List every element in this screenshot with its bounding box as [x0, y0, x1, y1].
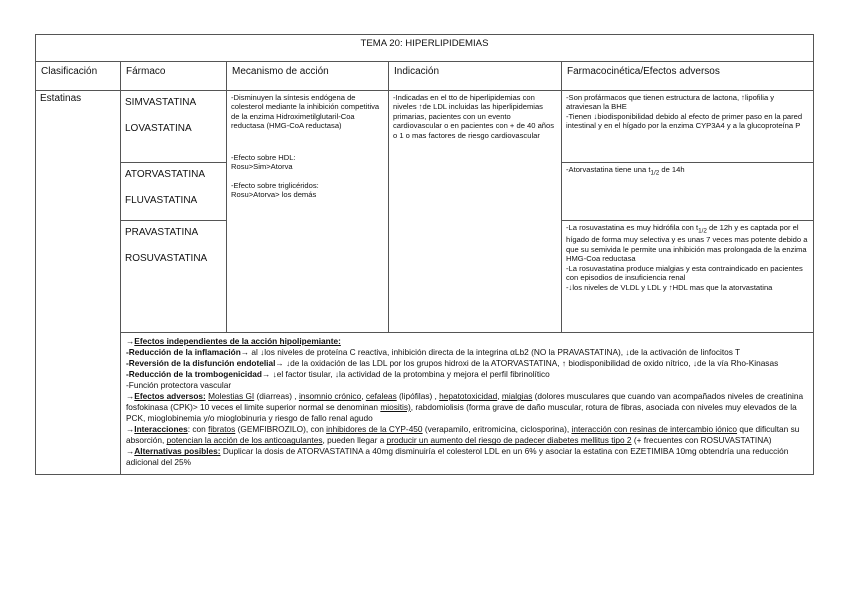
document-page	[35, 34, 813, 556]
table-title: TEMA 20: HIPERLIPIDEMIAS	[36, 35, 814, 62]
note-endotelial: -Reversión de la disfunción endotelial→ ↓de la oxidación de las LDL por los grupos hidroxi de la ATORVASTATINA, ↑ biodisponibilidad de oxido nítrico, ↓de la vía Rho-Kinasas	[126, 358, 779, 369]
mecanismo-hdl-order: Rosu>Sim>Atorva	[231, 162, 293, 172]
cell-mecanismo	[227, 91, 389, 333]
cell-drugs-row2	[121, 163, 227, 221]
farmaco-text: -La rosuvastatina produce mialgias y esta contraindicado en pacientes con episodios de insuficiencia renal	[566, 263, 803, 283]
drug-name: FLUVASTATINA	[125, 195, 198, 207]
header-farmacocinetica: Farmacocinética/Efectos adversos	[562, 62, 814, 91]
header-farmaco: Fármaco	[121, 62, 227, 91]
cell-drugs-row3	[121, 221, 227, 333]
cell-farmaco-row3	[562, 221, 814, 333]
note-trombogenicidad: -Reducción de la trombogenicidad→ ↓el factor tisular, ↓la actividad de la protombina y mejora el perfil fibrinolítico	[126, 369, 550, 380]
cell-indicacion: -Indicadas en el tto de hiperlipidemias con niveles ↑de LDL incluidas las hiperlipidemias primarias, pacientes con un evento cardiovascular o en pacientes con + de 40 años o 1 o mas factores de riesgo cardiovascular	[389, 91, 562, 333]
drug-name: LOVASTATINA	[125, 123, 192, 135]
drug-name: ATORVASTATINA	[125, 169, 206, 180]
drug-name: PRAVASTATINA	[125, 227, 199, 238]
note-interacciones: →Interacciones: con fibratos (GEMFIBROZILO), con inhibidores de la CYP-450 (verapamilo, eritromicina, ciclosporina), interacción con resinas de intercambio iónico que dificultan su absorción, potencian la acción de los anticoagulantes, pueden llegar a producir un aumento del riesgo de padecer diabetes mellitus tipo 2 (+ frecuentes con ROSUVASTATINA)	[126, 424, 800, 446]
mecanismo-tg: -Efecto sobre triglicéridos:	[231, 180, 319, 190]
cell-farmaco-row1: -Son profármacos que tienen estructura de lactona, ↑lipofilia y atraviesan la BHE -Tienen ↓biodisponibilidad debido al efecto de primer paso en la pared intestinal y en el hígado por la enzima CYP3A4 y a la glucoproteína P	[562, 91, 814, 163]
header-clasificacion: Clasificación	[36, 62, 121, 91]
mecanismo-text: -Disminuyen la síntesis endógena de colesterol mediante la inhibición competitiva de la enzima Hidroximetilglutaril-Coa reductasa (HMG-CoA reductasa)	[231, 93, 380, 131]
note-vascular: -Función protectora vascular	[126, 380, 232, 391]
cell-notes	[121, 333, 814, 475]
mecanismo-tg-order: Rosu>Atorva> los demás	[231, 190, 317, 200]
cell-farmaco-row2: -Atorvastatina tiene una $t_{1/2}$ de 14h	[562, 163, 814, 221]
note-efectos-independientes: →Efectos independientes de la acción hipolipemiante:	[126, 336, 341, 346]
note-inflamacion: -Reducción de la inflamación→ al ↓los niveles de proteína C reactiva, inhibición directa de la integrina αLb2 (NO la PRAVASTATINA), ↓de la activación de linfocitos T	[126, 347, 741, 358]
header-indicacion: Indicación	[389, 62, 562, 91]
mecanismo-hdl: -Efecto sobre HDL:	[231, 152, 296, 162]
cell-drugs-row1	[121, 91, 227, 163]
note-alternativas: →Alternativas posibles: Duplicar la dosis de ATORVASTATINA a 40mg disminuiría el colesterol LDL en un 6% y asociar la estatina con EZETIMIBA 10mg obtendría una reducción adicional del 25%	[126, 446, 789, 468]
farmaco-text: -↓los niveles de VLDL y LDL y ↑HDL mas que la atorvastatina	[566, 282, 773, 292]
cell-clasificacion: Estatinas	[36, 91, 121, 475]
drug-name: ROSUVASTATINA	[125, 253, 208, 265]
hiperlipidemias-table	[35, 34, 814, 475]
note-efectos-adversos: →Efectos adversos: Molestias GI (diarreas) , insomnio crónico, cefaleas (lipófilas) , hepatotoxicidad, mialgias (dolores musculares que cuando van acompañados niveles de creatinina fosfokinasa (CPK)> 10 veces el limite superior normal se denominan miositis), rabdomiolisis (forma grave de daño muscular, rotura de fibras, asociada con niveles muy elevados de la PCK, mioglobinemia y/o mioglobinuria y riesgo de fallo renal agudo	[126, 391, 804, 424]
farmaco-text: -La rosuvastatina es muy hidrófila con $t_{1/2}$ de 12h y es captada por el hígado de forma muy selectiva y es unas 7 veces mas potente debido a que su semivida le permite una inhibición mas prolongada de la enzima HMG-Coa reductasa	[566, 223, 808, 264]
drug-name: SIMVASTATINA	[125, 97, 197, 108]
header-mecanismo: Mecanismo de acción	[227, 62, 389, 91]
